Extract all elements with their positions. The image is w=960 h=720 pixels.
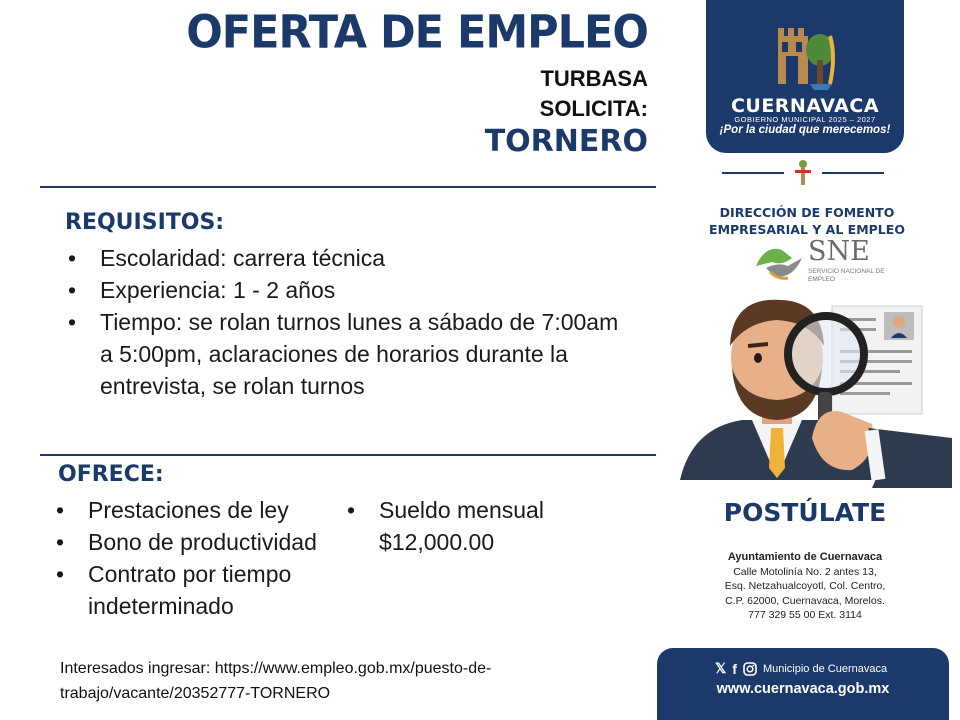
phone-number: 777 329 55 00 Ext. 3114: [748, 609, 862, 621]
list-item: • Contrato por tiempo indeterminado: [50, 558, 340, 622]
apply-link[interactable]: Interesados ingresar: https://www.empleo.gob.mx/puesto-de-trabajo/vacante/20352777-TORNERO: [60, 660, 492, 702]
requisitos-heading: REQUISITOS:: [65, 210, 225, 235]
logo-government: GOBIERNO MUNICIPAL 2025 – 2027: [734, 115, 876, 124]
ofrece-list-left: [50, 494, 340, 622]
castle-emblem-icon: [770, 16, 840, 96]
direction-title: DIRECCIÓN DE FOMENTO EMPRESARIAL Y AL EMPLEO: [709, 205, 905, 237]
position-title: TORNERO: [484, 124, 648, 159]
ornament-icon: [791, 158, 815, 188]
list-item: • Prestaciones de ley: [50, 494, 340, 526]
list-item: • Bono de productividad: [50, 526, 340, 558]
address-organization: Ayuntamiento de Cuernavaca: [727, 551, 883, 563]
facebook-icon[interactable]: f: [732, 660, 737, 677]
list-item: • Tiempo: se rolan turnos lunes a sábado de 7:00am a 5:00pm, aclaraciones de horarios durante la entrevista, se rolan turnos: [62, 306, 622, 402]
address-line: C.P. 62000, Cuernavaca, Morelos.: [725, 594, 885, 607]
sne-logo: SNE: [808, 236, 870, 267]
company-name: TURBASA: [540, 66, 648, 91]
address-block: [690, 550, 920, 623]
logo-slogan: ¡Por la ciudad que merecemos!: [719, 124, 891, 136]
list-item: • Sueldo mensual $12,000.00: [341, 494, 581, 558]
list-item: • Escolaridad: carrera técnica: [62, 242, 622, 274]
ofrece-heading: OFRECE:: [58, 462, 164, 487]
separator-left: [722, 172, 784, 174]
postulate-cta: POSTÚLATE: [723, 498, 887, 527]
ofrece-list-right: [341, 494, 581, 558]
recruiter-illustration: [672, 288, 952, 488]
instagram-icon[interactable]: [743, 662, 757, 676]
logo-name: CUERNAVACA: [730, 95, 880, 117]
divider-top: [40, 186, 656, 188]
footer-bar: [657, 648, 949, 720]
cuernavaca-logo: [706, 0, 904, 153]
x-icon[interactable]: 𝕏: [715, 660, 727, 676]
social-handle: Municipio de Cuernavaca: [762, 662, 888, 675]
requisitos-list: [62, 242, 622, 402]
social-links: [715, 660, 887, 677]
website-link[interactable]: www.cuernavaca.gob.mx: [716, 681, 890, 697]
handshake-icon: [752, 236, 806, 288]
address-line: Esq. Netzahualcoyotl, Col. Centro,: [724, 580, 886, 592]
separator-right: [822, 172, 884, 174]
address-line: Calle Motolinía No. 2 antes 13,: [733, 565, 877, 578]
list-item: • Experiencia: 1 - 2 años: [62, 274, 622, 306]
sne-subtitle: SERVICIO NACIONAL DE EMPLEO: [808, 268, 885, 283]
page-title: OFERTA DE EMPLEO: [186, 6, 648, 60]
solicita-label: SOLICITA:: [539, 96, 648, 121]
divider-middle: [40, 454, 656, 456]
